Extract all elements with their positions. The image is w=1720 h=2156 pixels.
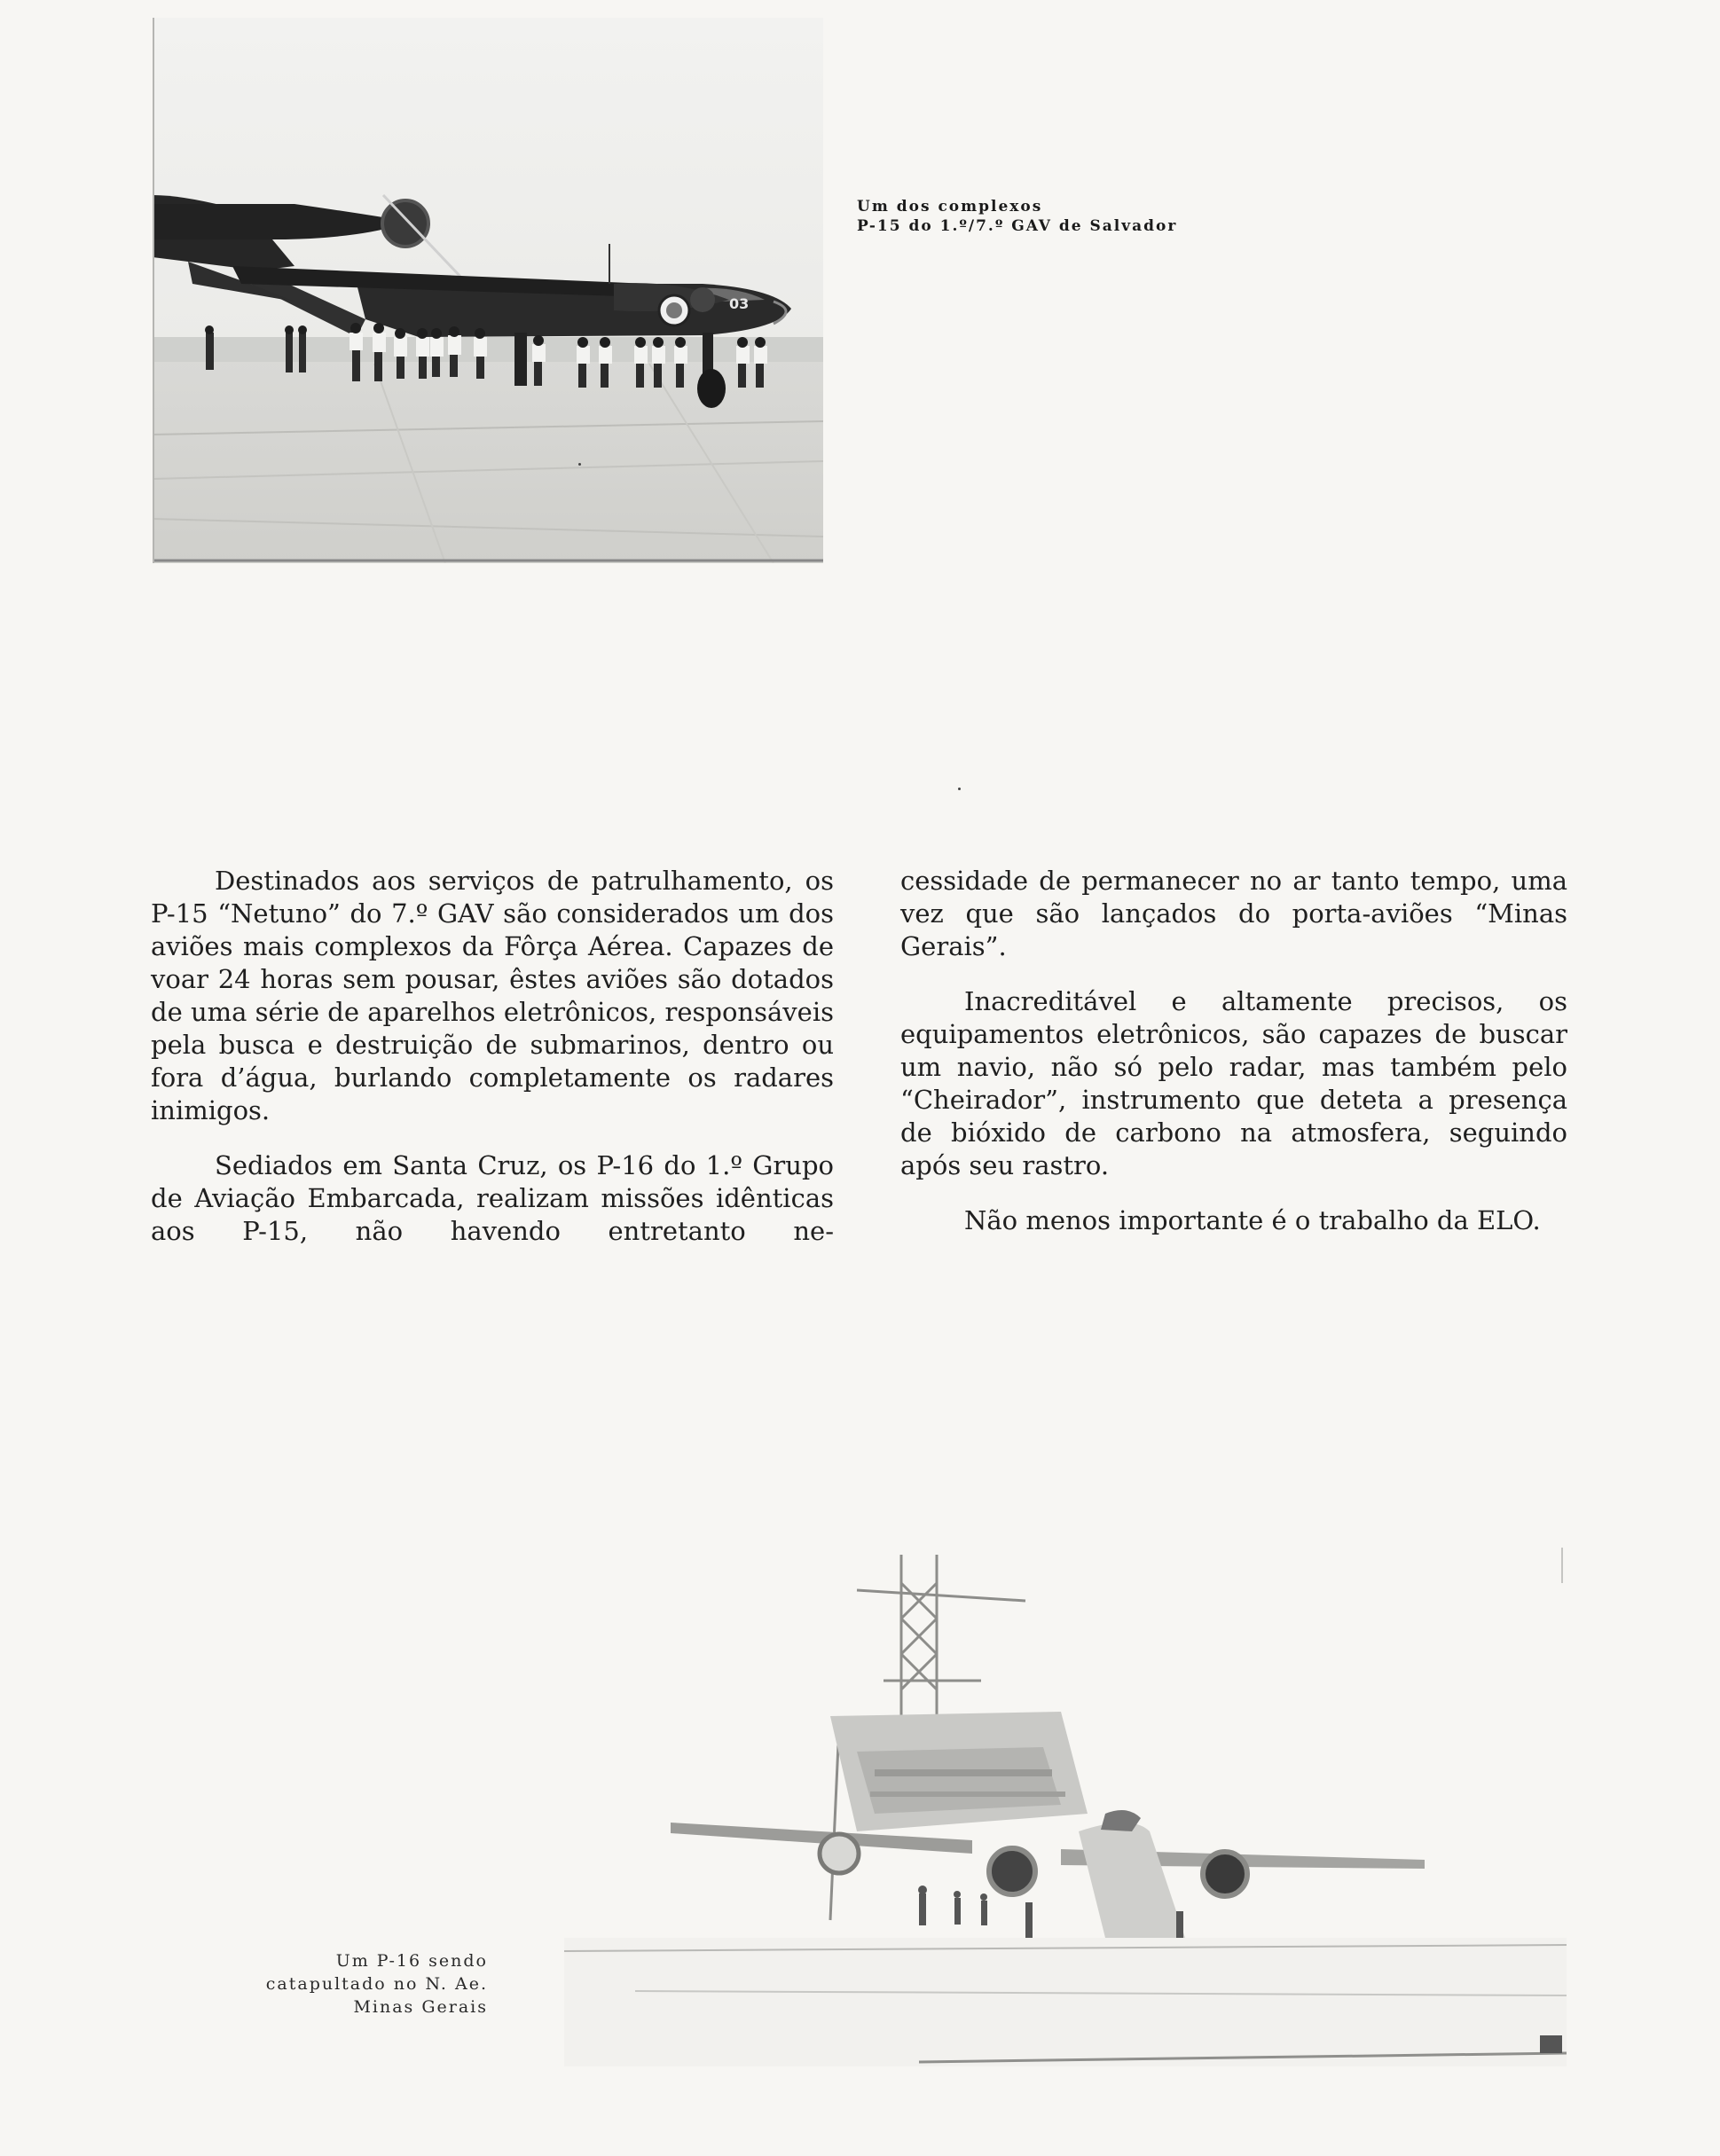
caption-line: Minas Gerais [353,1997,488,2017]
print-speck [958,788,961,790]
paragraph: Não menos importante é o trabalho da ELO. [964,1205,1541,1235]
caption-line: P-15 do 1.º/7.º GAV de Salvador [857,217,1178,235]
print-speck [578,463,581,466]
bottom-photo-caption [213,1949,488,2019]
p15-aircraft-photo [153,18,823,563]
top-photo-caption [857,197,1229,236]
paragraph: cessidade de permanecer no ar tanto tempo, uma vez que são lançados do porta-aviões “Minas Gerais”. [900,866,1567,961]
aircraft-number: 03 [729,295,750,312]
paragraph: Destinados aos serviços de patrulhamento, os P-15 “Netuno” do 7.º GAV são considerados um dos aviões mais complexos da Fôrça Aérea. Capazes de voar 24 horas sem pousar, êstes aviões são dotados de uma série de aparelhos eletrônicos, responsáveis pela busca e destruição de submarinos, dentro ou fora d’água, burlando completamente os radares inimigos. [151,866,834,1125]
caption-line: Um P-16 sendo [335,1951,488,1971]
right-text-column [900,865,1567,1259]
left-text-column [151,865,834,1270]
caption-line: catapultado no N. Ae. [265,1974,488,1994]
paragraph: Inacreditável e altamente precisos, os equipamentos eletrônicos, são capazes de buscar um navio, não só pelo radar, mas também pelo “Cheirador”, instrumento que deteta a presença de bióxido de carbono na atmosfera, seguindo após seu rastro. [900,986,1567,1180]
paragraph: Sediados em Santa Cruz, os P-16 do 1.º Grupo de Aviação Embarcada, realizam missões idênticas aos P-15, não havendo entretanto ne- [151,1150,834,1246]
p16-carrier-photo [564,1548,1567,2066]
caption-line: Um dos complexos [857,198,1043,216]
